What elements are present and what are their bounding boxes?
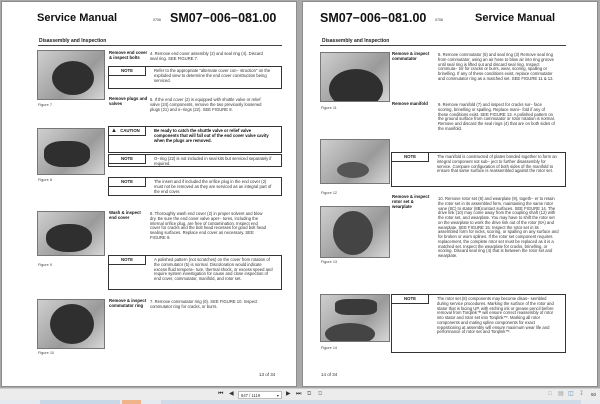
step-text: 9. Remove manifold (7) and inspect for cracks sur− face scoring, brinelling or spalling. Replace mani− fold if any of these conditions exist. SEE FIGURE 13. A polished pattern on the ground surface from commutator or rotor rotation is normal. Remove and discard the seal rings (4) that are on both sides of the manifold. [438,102,555,131]
step-text: 10. Remove rotor set (8) and wearplate (9), togeth− er to retain the rotor set in its assembled form, maintaining the same rotor vane (8C) to stator (8B)contact surfaces. SEE FIGURE 14. The drive link (10) may come away from the coupling shaft (12) with the rotor set, and wearplate. You may have to shift the rotor set on the wearplate to work the drive link out of the rotor (8A) and wearplate. SEE FIGURE 15. Inspect the rotor set in its assembled form for nicks, scoring, or spalling on any surface and for broken or worn splines. If the rotor set component requires replacement, the complete rotor set must be replaced as it is a matched set. Inspect the wearplate for cracks, brinelling, or scoring. Discard seal ring (4) that is between the rotor set and wearplate. [438,196,559,258]
section-divider [320,45,566,46]
step-heading: Remove plugs and valves [109,96,148,106]
date-code: 0706 [153,18,161,22]
note-label: NOTE [108,177,146,187]
warning-icon: ▲ [111,128,117,134]
section-heading: Disassembly and Inspection [322,38,390,44]
figure-caption: Figure 14 [321,346,338,350]
figure-12-image [320,139,390,184]
figure-caption: Figure 10 [38,351,55,355]
note-text: The insert and if included the orifice plug in the end cover (2) must not be removed as they are serviced as an integral part of the end cover. [154,179,272,194]
step-heading: Remove & inspect rotor set & wearplate [392,194,430,209]
figure-13-image [320,206,390,258]
note-label: NOTE [391,152,429,162]
step-heading: Remove & inspect commutator ring [109,298,147,308]
manual-title: Service Manual [37,12,118,24]
left-pdf-page [1,1,297,387]
pdf-navigation-toolbar [0,388,600,400]
step-text: 4. Remove end cover assembly (2) and seal ring (4). Discard seal ring. SEE FIGURE 7. [150,51,263,61]
doc-number: SM07−006−081.00 [170,11,277,25]
figure-8-image [37,128,105,175]
section-divider [38,45,282,46]
date-code: 0706 [435,18,443,22]
figure-14-image [320,294,390,342]
doc-number: SM07−006−081.00 [320,11,427,25]
figure-caption: Figure 7 [38,103,52,107]
caution-box [108,126,282,153]
caution-label: ▲ CAUTION [108,126,146,136]
caution-text: Be ready to catch the shuttle valve or relief valve components that will fall out of the end cover valve cavity when the plugs are removed. [154,128,269,143]
figure-9-image [37,211,105,256]
note-label: NOTE [108,255,146,265]
taskbar-strip [0,400,600,404]
step-text: 5. If the end cover (2) is equipped with shuttle valve or relief valve (24) components, remove the two previously loosened plugs (21) and o−rings (22). SEE FIGURE 8. [150,97,262,112]
figure-10-image [37,299,105,349]
figure-caption: Figure 12 [321,191,338,195]
note-label: NOTE [108,66,146,76]
note-box [108,154,282,167]
note-text: A polished pattern (not scratches) on the cover from rotation of the commutator (5) is normal. Discoloration would indicate excess fluid tempera− ture, thermal shock, or excess speed and require system investigation for cause and close inspection of end cover, commutator, manifold, and rotor set. [154,257,273,281]
note-box [108,66,282,89]
note-text: O−ring (22) is not included in seal kits but serviced separately if required. [154,156,272,166]
first-page-icon[interactable]: ⏮ [218,391,224,397]
figure-caption: Figure 8 [38,178,52,182]
copy-page-icon[interactable]: ⧉ [307,391,312,397]
note-box [108,177,282,196]
previous-page-icon[interactable]: ◀ [229,391,234,397]
page-number: 14 of 34 [321,372,338,377]
section-heading: Disassembly and Inspection [39,38,107,44]
figure-caption: Figure 13 [321,260,338,264]
step-text: 6. Thoroughly wash end cover (2) in proper solvent and blow dry. Be sure the end cover valve aper− tures, including the internal orifice plug, are free of contamination. Inspect end cover for cracks and the bolt head recesses for good bolt head sealing surfaces. Replace end cover as necessary. SEE FIGURE 9. [150,211,266,240]
note-text: The rotor set (8) components may become disas− sembled during service procedures. Marking the surface of the rotor and stator that is facing UP, with etching ink or grease pencil before removal from Torqlink™ will ensure correct reassembly of rotor into stator and rotor set into Torqlink™. Marking all rotor components and mating spline components for exact repositioning at assembly will ensure maximum wear life and performance of rotor set and Torqlink™. [437,296,554,335]
note-box [391,294,566,353]
note-box [108,255,282,290]
note-label: NOTE [108,154,146,164]
figure-caption: Figure 11 [321,106,337,110]
note-text: The manifold is constructed of plates bonded together to form an integral component not sub− ject to further disassembly for service. Compare configuration of both sides of the manifold to ensure that same surface is reassembled against the rotor set. [437,154,557,174]
last-page-icon[interactable]: ⏭ [296,391,302,397]
figure-caption: Figure 9 [38,263,52,267]
two-page-view-icon[interactable]: ◫ [568,391,574,397]
next-page-icon[interactable]: ▶ [286,391,291,397]
note-text: Refer to the appropriate "alternate cover con− struction" on the exploded view to determine the end cover construction being serviced. [154,68,271,83]
manual-title: Service Manual [475,12,556,24]
step-heading: Remove & inspect commutator [392,51,430,61]
scroll-view-icon[interactable]: ↧ [579,391,585,397]
right-pdf-page [302,1,598,387]
step-text: 8. Remove commutator (5) and seal ring (3) Remove seal ring from commutator, using an air hose to blow air into ring groove until seal ring is lifted out and discard seal ring. Inspect commuta− tor for cracks or burrs, wear, scoring, spalling or brinelling. If any of these conditions exist, replace commutator and commutator ring as a matched set. SEE FIGURE 11 & 12. [438,52,554,81]
note-label: NOTE [391,294,429,304]
single-page-view-icon[interactable]: □ [548,391,552,397]
figure-7-image [37,50,105,100]
page-number-input[interactable]: 847 / 1119 ▾ [238,391,282,399]
note-box [391,152,566,187]
figure-11-image [320,52,390,102]
step-heading: Remove manifold [392,101,428,106]
step-text: 7. Remove commutator ring (6). SEE FIGURE 10. Inspect commutator ring for cracks, or burrs. [150,299,258,309]
step-heading: Wash & inspect end cover [109,210,141,220]
step-heading: Remove end cover & inspect bolts [109,50,148,60]
paste-page-icon[interactable]: ⧉ [318,391,323,397]
page-number: 13 of 34 [259,372,276,377]
continuous-view-icon[interactable]: ▤ [558,391,564,397]
zoom-level[interactable]: 50 [591,392,597,397]
chevron-down-icon[interactable]: ▾ [276,393,279,398]
